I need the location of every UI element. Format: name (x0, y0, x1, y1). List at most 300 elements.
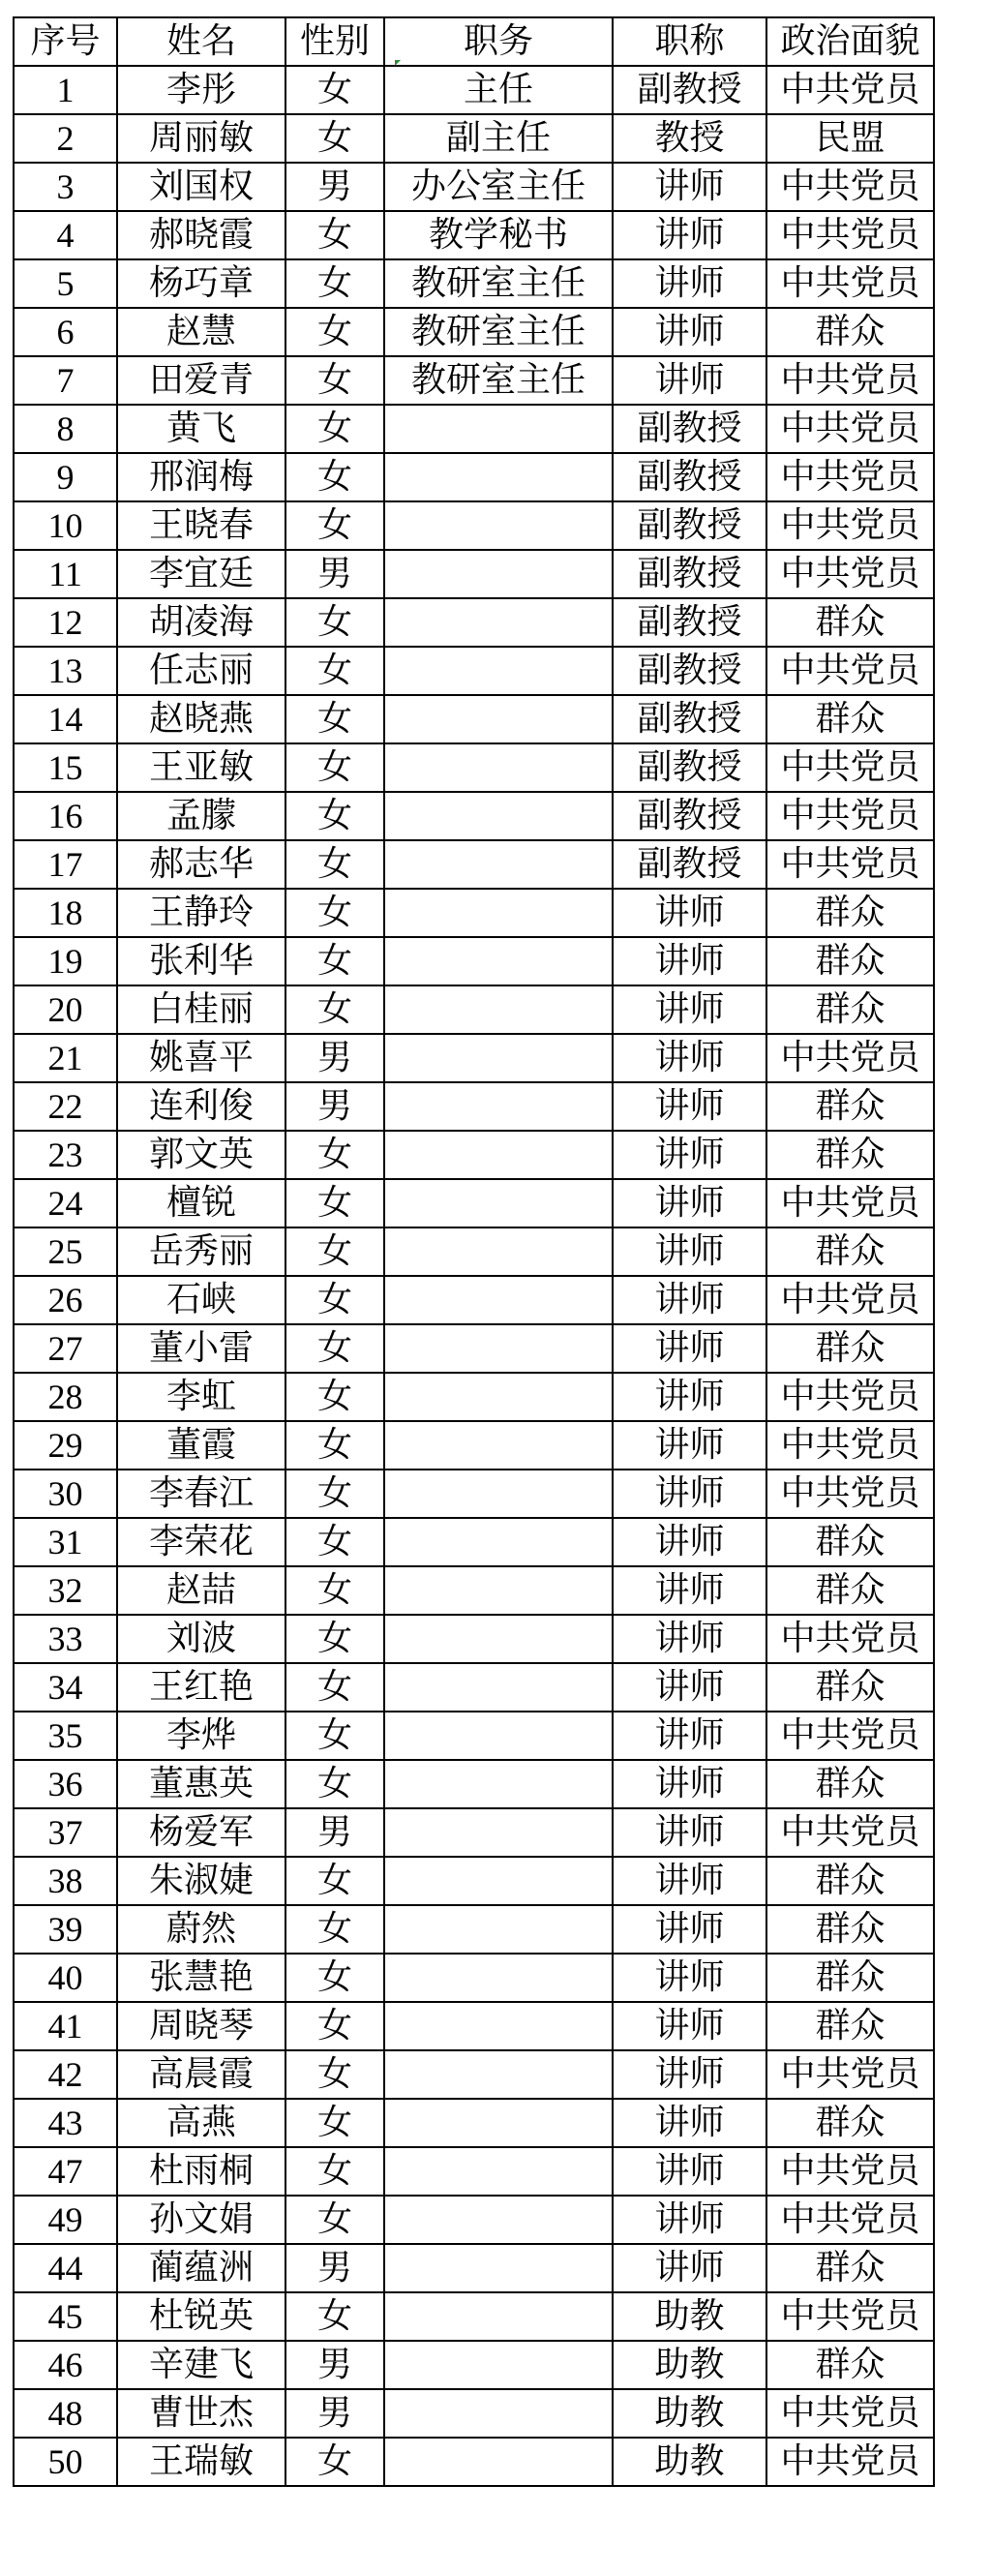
cell-position (384, 1518, 613, 1566)
cell-title: 讲师 (613, 1131, 766, 1179)
cell-gender: 女 (285, 259, 384, 308)
cell-title: 讲师 (613, 2244, 766, 2292)
cell-political-status: 中共党员 (766, 211, 934, 259)
cell-gender: 女 (285, 985, 384, 1034)
cell-name: 张慧艳 (117, 1954, 285, 2002)
cell-position (384, 1808, 613, 1857)
cell-index: 49 (14, 2196, 117, 2244)
cell-political-status: 群众 (766, 1324, 934, 1373)
cell-gender: 女 (285, 114, 384, 163)
cell-position: 教研室主任 (384, 308, 613, 356)
table-row (14, 2341, 934, 2389)
cell-political-status: 中共党员 (766, 1421, 934, 1470)
cell-index: 42 (14, 2050, 117, 2099)
cell-index: 12 (14, 598, 117, 647)
cell-gender: 男 (285, 2389, 384, 2438)
cell-position (384, 1421, 613, 1470)
cell-position (384, 1131, 613, 1179)
cell-political-status: 中共党员 (766, 453, 934, 501)
cell-title: 讲师 (613, 1905, 766, 1954)
table-row (14, 2389, 934, 2438)
cell-political-status: 中共党员 (766, 840, 934, 889)
cell-position: 副主任 (384, 114, 613, 163)
cell-index: 14 (14, 695, 117, 743)
cell-gender: 女 (285, 2050, 384, 2099)
cell-position (384, 2292, 613, 2341)
cell-title: 讲师 (613, 1470, 766, 1518)
cell-name: 李彤 (117, 66, 285, 114)
cell-gender: 女 (285, 1905, 384, 1954)
table-row (14, 695, 934, 743)
cell-name: 赵喆 (117, 1566, 285, 1615)
cell-gender: 男 (285, 163, 384, 211)
cell-political-status: 群众 (766, 1566, 934, 1615)
cell-gender: 男 (285, 2244, 384, 2292)
cell-gender: 女 (285, 211, 384, 259)
cell-position (384, 1566, 613, 1615)
table-row (14, 405, 934, 453)
cell-name: 李宜廷 (117, 550, 285, 598)
cell-index: 21 (14, 1034, 117, 1082)
cell-title: 讲师 (613, 2099, 766, 2147)
cell-title: 教授 (613, 114, 766, 163)
cell-political-status: 中共党员 (766, 405, 934, 453)
cell-index: 5 (14, 259, 117, 308)
cell-index: 11 (14, 550, 117, 598)
cell-title: 讲师 (613, 259, 766, 308)
cell-title: 助教 (613, 2389, 766, 2438)
cell-position (384, 2050, 613, 2099)
cell-title: 讲师 (613, 211, 766, 259)
cell-index: 20 (14, 985, 117, 1034)
cell-title: 副教授 (613, 840, 766, 889)
cell-position: 教研室主任 (384, 356, 613, 405)
cell-name: 董霞 (117, 1421, 285, 1470)
cell-position (384, 1470, 613, 1518)
cell-name: 周晓琴 (117, 2002, 285, 2050)
table-row (14, 453, 934, 501)
cell-title: 讲师 (613, 1227, 766, 1276)
table-row (14, 66, 934, 114)
cell-name: 王静玲 (117, 889, 285, 937)
cell-gender: 女 (285, 840, 384, 889)
cell-name: 杜雨桐 (117, 2147, 285, 2196)
cell-position (384, 2341, 613, 2389)
cell-political-status: 群众 (766, 2002, 934, 2050)
cell-title: 讲师 (613, 1954, 766, 2002)
cell-title: 副教授 (613, 453, 766, 501)
cell-gender: 女 (285, 2002, 384, 2050)
table-row (14, 501, 934, 550)
cell-gender: 女 (285, 1227, 384, 1276)
cell-position (384, 1857, 613, 1905)
cell-gender: 女 (285, 1712, 384, 1760)
table-row (14, 1324, 934, 1373)
table-row (14, 550, 934, 598)
cell-name: 赵慧 (117, 308, 285, 356)
cell-gender: 女 (285, 308, 384, 356)
cell-gender: 女 (285, 2099, 384, 2147)
cell-title: 副教授 (613, 647, 766, 695)
cell-name: 孙文娟 (117, 2196, 285, 2244)
table-row (14, 1373, 934, 1421)
cell-title: 讲师 (613, 1808, 766, 1857)
cell-position (384, 2002, 613, 2050)
table-row (14, 1082, 934, 1131)
cell-gender: 女 (285, 1470, 384, 1518)
cell-title: 讲师 (613, 1760, 766, 1808)
cell-title: 讲师 (613, 1566, 766, 1615)
table-row (14, 598, 934, 647)
cell-title: 讲师 (613, 2196, 766, 2244)
cell-title: 副教授 (613, 405, 766, 453)
cell-political-status: 中共党员 (766, 1470, 934, 1518)
cell-title: 讲师 (613, 1034, 766, 1082)
cell-gender: 女 (285, 2196, 384, 2244)
cell-position (384, 937, 613, 985)
cell-position (384, 889, 613, 937)
cell-political-status: 群众 (766, 1663, 934, 1712)
cell-name: 杨爱军 (117, 1808, 285, 1857)
cell-political-status: 中共党员 (766, 1034, 934, 1082)
cell-title: 助教 (613, 2341, 766, 2389)
cell-political-status: 群众 (766, 1905, 934, 1954)
cell-name: 朱淑婕 (117, 1857, 285, 1905)
cell-name: 岳秀丽 (117, 1227, 285, 1276)
cell-title: 副教授 (613, 743, 766, 792)
cell-title: 讲师 (613, 937, 766, 985)
cell-political-status: 中共党员 (766, 1615, 934, 1663)
cell-position (384, 405, 613, 453)
cell-name: 蔺蕴洲 (117, 2244, 285, 2292)
cell-index: 15 (14, 743, 117, 792)
cell-name: 高晨霞 (117, 2050, 285, 2099)
cell-index: 22 (14, 1082, 117, 1131)
cell-title: 讲师 (613, 2050, 766, 2099)
cell-position (384, 1663, 613, 1712)
cell-comment-marker (395, 60, 401, 66)
cell-position: 办公室主任 (384, 163, 613, 211)
cell-title: 讲师 (613, 1712, 766, 1760)
table-row (14, 1712, 934, 1760)
cell-index: 47 (14, 2147, 117, 2196)
cell-name: 赵晓燕 (117, 695, 285, 743)
table-row (14, 1566, 934, 1615)
cell-name: 石峡 (117, 1276, 285, 1324)
cell-name: 白桂丽 (117, 985, 285, 1034)
cell-index: 50 (14, 2438, 117, 2486)
cell-index: 19 (14, 937, 117, 985)
cell-name: 王晓春 (117, 501, 285, 550)
table-row (14, 308, 934, 356)
cell-index: 27 (14, 1324, 117, 1373)
cell-position: 主任 (384, 66, 613, 114)
table-row (14, 647, 934, 695)
table-row (14, 1760, 934, 1808)
cell-index: 46 (14, 2341, 117, 2389)
table-row (14, 163, 934, 211)
cell-index: 34 (14, 1663, 117, 1712)
cell-position (384, 598, 613, 647)
cell-index: 6 (14, 308, 117, 356)
cell-name: 李春江 (117, 1470, 285, 1518)
cell-name: 蔚然 (117, 1905, 285, 1954)
cell-title: 讲师 (613, 163, 766, 211)
cell-position (384, 1615, 613, 1663)
table-row (14, 743, 934, 792)
cell-title: 讲师 (613, 2002, 766, 2050)
cell-name: 李虹 (117, 1373, 285, 1421)
cell-name: 孟朦 (117, 792, 285, 840)
cell-index: 1 (14, 66, 117, 114)
cell-index: 26 (14, 1276, 117, 1324)
cell-title: 副教授 (613, 695, 766, 743)
cell-index: 7 (14, 356, 117, 405)
cell-political-status: 群众 (766, 2099, 934, 2147)
table-row (14, 356, 934, 405)
table-row (14, 2099, 934, 2147)
cell-political-status: 群众 (766, 308, 934, 356)
cell-index: 36 (14, 1760, 117, 1808)
cell-political-status: 群众 (766, 598, 934, 647)
cell-title: 副教授 (613, 501, 766, 550)
table-row (14, 1227, 934, 1276)
cell-index: 44 (14, 2244, 117, 2292)
cell-gender: 男 (285, 550, 384, 598)
cell-gender: 女 (285, 792, 384, 840)
staff-table (13, 16, 935, 2487)
cell-gender: 男 (285, 1034, 384, 1082)
cell-gender: 男 (285, 1808, 384, 1857)
cell-gender: 女 (285, 2438, 384, 2486)
cell-gender: 女 (285, 1615, 384, 1663)
cell-political-status: 中共党员 (766, 2050, 934, 2099)
cell-name: 曹世杰 (117, 2389, 285, 2438)
cell-title: 讲师 (613, 1082, 766, 1131)
cell-index: 10 (14, 501, 117, 550)
cell-position (384, 647, 613, 695)
cell-title: 讲师 (613, 1615, 766, 1663)
cell-title: 讲师 (613, 1276, 766, 1324)
cell-position (384, 2099, 613, 2147)
cell-political-status: 群众 (766, 2244, 934, 2292)
cell-political-status: 群众 (766, 1131, 934, 1179)
cell-title: 助教 (613, 2438, 766, 2486)
cell-gender: 女 (285, 453, 384, 501)
cell-position (384, 1227, 613, 1276)
table-row (14, 1663, 934, 1712)
cell-political-status: 中共党员 (766, 1179, 934, 1227)
cell-gender: 女 (285, 1857, 384, 1905)
cell-position (384, 1760, 613, 1808)
cell-political-status: 中共党员 (766, 2196, 934, 2244)
cell-title: 讲师 (613, 985, 766, 1034)
table-row (14, 937, 934, 985)
cell-index: 39 (14, 1905, 117, 1954)
cell-political-status: 群众 (766, 889, 934, 937)
cell-political-status: 中共党员 (766, 647, 934, 695)
cell-gender: 女 (285, 1421, 384, 1470)
cell-political-status: 群众 (766, 985, 934, 1034)
cell-political-status: 中共党员 (766, 259, 934, 308)
cell-title: 讲师 (613, 308, 766, 356)
table-row (14, 840, 934, 889)
cell-gender: 女 (285, 1760, 384, 1808)
table-row (14, 2292, 934, 2341)
cell-gender: 女 (285, 743, 384, 792)
cell-index: 2 (14, 114, 117, 163)
table-row (14, 2002, 934, 2050)
cell-index: 9 (14, 453, 117, 501)
cell-political-status: 中共党员 (766, 792, 934, 840)
cell-index: 25 (14, 1227, 117, 1276)
cell-position (384, 1373, 613, 1421)
cell-title: 讲师 (613, 1324, 766, 1373)
cell-index: 43 (14, 2099, 117, 2147)
cell-gender: 女 (285, 1324, 384, 1373)
cell-name: 胡凌海 (117, 598, 285, 647)
cell-position (384, 1082, 613, 1131)
cell-name: 姚喜平 (117, 1034, 285, 1082)
cell-index: 13 (14, 647, 117, 695)
header-row (14, 17, 934, 66)
cell-position (384, 1954, 613, 2002)
cell-position (384, 792, 613, 840)
cell-position (384, 2438, 613, 2486)
cell-position (384, 1034, 613, 1082)
cell-political-status: 中共党员 (766, 66, 934, 114)
cell-name: 郭文英 (117, 1131, 285, 1179)
header-political-status: 政治面貌 (766, 17, 934, 66)
cell-gender: 男 (285, 2341, 384, 2389)
table-row (14, 114, 934, 163)
cell-name: 李烨 (117, 1712, 285, 1760)
cell-position (384, 1179, 613, 1227)
cell-title: 讲师 (613, 356, 766, 405)
table-row (14, 792, 934, 840)
cell-political-status: 中共党员 (766, 501, 934, 550)
table-row (14, 211, 934, 259)
table-row (14, 2050, 934, 2099)
cell-political-status: 中共党员 (766, 1712, 934, 1760)
cell-index: 3 (14, 163, 117, 211)
cell-gender: 女 (285, 1373, 384, 1421)
cell-name: 刘波 (117, 1615, 285, 1663)
cell-name: 王瑞敏 (117, 2438, 285, 2486)
cell-index: 48 (14, 2389, 117, 2438)
cell-name: 郝晓霞 (117, 211, 285, 259)
cell-title: 副教授 (613, 598, 766, 647)
cell-name: 李荣花 (117, 1518, 285, 1566)
table-row (14, 1276, 934, 1324)
cell-political-status: 群众 (766, 1082, 934, 1131)
cell-political-status: 群众 (766, 2341, 934, 2389)
cell-index: 17 (14, 840, 117, 889)
cell-name: 任志丽 (117, 647, 285, 695)
cell-name: 连利俊 (117, 1082, 285, 1131)
table-row (14, 889, 934, 937)
cell-position (384, 2389, 613, 2438)
header-position: 职务 (384, 17, 613, 66)
cell-position (384, 1276, 613, 1324)
cell-position: 教研室主任 (384, 259, 613, 308)
cell-gender: 男 (285, 1082, 384, 1131)
cell-position (384, 2147, 613, 2196)
table-row (14, 1615, 934, 1663)
cell-name: 董小雷 (117, 1324, 285, 1373)
table-row (14, 2244, 934, 2292)
cell-position (384, 985, 613, 1034)
cell-gender: 女 (285, 695, 384, 743)
cell-title: 副教授 (613, 792, 766, 840)
cell-gender: 女 (285, 1179, 384, 1227)
cell-position: 教学秘书 (384, 211, 613, 259)
cell-index: 32 (14, 1566, 117, 1615)
cell-title: 讲师 (613, 889, 766, 937)
cell-index: 33 (14, 1615, 117, 1663)
cell-political-status: 群众 (766, 937, 934, 985)
cell-index: 4 (14, 211, 117, 259)
cell-political-status: 中共党员 (766, 2292, 934, 2341)
header-name: 姓名 (117, 17, 285, 66)
cell-name: 张利华 (117, 937, 285, 985)
table-row (14, 1470, 934, 1518)
cell-position (384, 2244, 613, 2292)
cell-index: 37 (14, 1808, 117, 1857)
cell-gender: 女 (285, 1663, 384, 1712)
cell-name: 刘国权 (117, 163, 285, 211)
cell-gender: 女 (285, 647, 384, 695)
cell-name: 田爱青 (117, 356, 285, 405)
cell-gender: 女 (285, 1954, 384, 2002)
cell-title: 助教 (613, 2292, 766, 2341)
cell-index: 35 (14, 1712, 117, 1760)
cell-gender: 女 (285, 1518, 384, 1566)
cell-index: 18 (14, 889, 117, 937)
cell-position (384, 1712, 613, 1760)
cell-position (384, 743, 613, 792)
cell-name: 檀锐 (117, 1179, 285, 1227)
cell-name: 杜锐英 (117, 2292, 285, 2341)
table-row (14, 259, 934, 308)
cell-name: 董惠英 (117, 1760, 285, 1808)
cell-title: 副教授 (613, 550, 766, 598)
cell-gender: 女 (285, 598, 384, 647)
cell-index: 29 (14, 1421, 117, 1470)
cell-position (384, 501, 613, 550)
cell-gender: 女 (285, 405, 384, 453)
cell-index: 30 (14, 1470, 117, 1518)
cell-political-status: 群众 (766, 1518, 934, 1566)
cell-name: 邢润梅 (117, 453, 285, 501)
table-row (14, 985, 934, 1034)
cell-title: 讲师 (613, 1179, 766, 1227)
table-row (14, 2196, 934, 2244)
cell-name: 王亚敏 (117, 743, 285, 792)
cell-position (384, 1905, 613, 1954)
cell-gender: 女 (285, 2292, 384, 2341)
header-gender: 性别 (285, 17, 384, 66)
header-title: 职称 (613, 17, 766, 66)
header-index: 序号 (14, 17, 117, 66)
cell-title: 讲师 (613, 2147, 766, 2196)
table-row (14, 1857, 934, 1905)
cell-index: 23 (14, 1131, 117, 1179)
table-row (14, 1034, 934, 1082)
cell-political-status: 中共党员 (766, 1276, 934, 1324)
cell-name: 郝志华 (117, 840, 285, 889)
cell-gender: 女 (285, 1131, 384, 1179)
